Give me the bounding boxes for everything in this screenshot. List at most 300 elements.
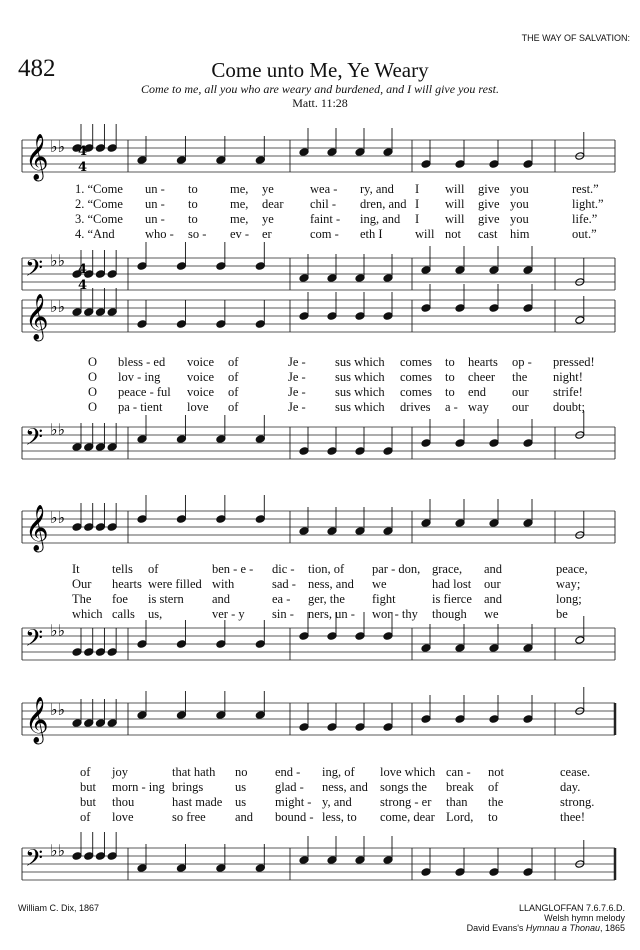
lyric-syllable: un - [145,182,165,196]
key-signature-flat-icon: ♭♭ [50,297,66,316]
lyric-syllable: love [112,810,134,824]
notehead [455,715,465,724]
lyric-syllable: break [446,780,474,794]
lyric-syllable: I [415,182,420,196]
lyric-syllable: who - [145,227,174,241]
notehead [107,270,117,279]
lyric-syllable: less, to [322,810,357,824]
notehead [421,160,431,169]
lyric-syllable: to [188,197,198,211]
lyric-syllable: sus which [335,385,385,399]
lyric-syllable: cease. [560,765,591,779]
lyric-syllable: drives [400,400,431,414]
notehead [95,443,105,452]
notehead [216,864,226,873]
lyric-syllable: strife! [553,385,583,399]
notehead [355,527,365,536]
notehead [84,852,94,861]
lyric-syllable: so - [188,227,207,241]
lyric-syllable: morn - ing [112,780,165,794]
lyric-syllable: we [484,607,499,621]
lyric-syllable: you [510,182,529,196]
notehead [137,515,147,524]
lyric-syllable: ing, and [360,212,401,226]
lyric-syllable: ger, the [308,592,345,606]
lyric-syllable: voice [187,355,215,369]
lyric-syllable: Je - [288,400,306,414]
lyric-syllable: dic - [272,562,295,576]
lyric-syllable: comes [400,370,432,384]
lyric-syllable: ness, and [322,780,368,794]
tune-name: LLANGLOFFAN 7.6.7.6.D. [518,903,625,913]
lyric-syllable: no [235,765,248,779]
notehead [421,519,431,528]
lyric-syllable: tion, of [308,562,345,576]
lyric-syllable: ness, and [308,577,354,591]
notehead [489,439,499,448]
lyric-syllable: of [148,562,159,576]
lyric-syllable: will [445,212,465,226]
lyric-syllable: with [212,577,235,591]
notehead [107,719,117,728]
lyric-syllable: faint - [310,212,341,226]
lyric-syllable: bless - ed [118,355,166,369]
lyric-syllable: is stern [148,592,184,606]
lyric-syllable: ev - [230,227,250,241]
lyric-syllable: way; [556,577,581,591]
lyric-syllable: glad - [275,780,304,794]
lyric-syllable: ye [262,212,274,226]
lyric-syllable: way [468,400,489,414]
time-signature-numerator: 4 [78,144,88,159]
lyric-syllable: I [415,197,420,211]
key-signature-flat-icon: ♭♭ [50,508,66,527]
notehead [107,852,117,861]
notehead [84,443,94,452]
notehead [216,262,226,271]
notehead [95,270,105,279]
lyric-syllable: cast [478,227,498,241]
source-prefix: David Evans's [466,923,526,933]
notehead [216,515,226,524]
notehead [255,640,265,649]
lyric-syllable: end [468,385,487,399]
lyric-syllable: un - [145,212,165,226]
lyric-syllable: joy [112,765,128,779]
lyric-syllable: will [445,197,465,211]
lyric-syllable: love which [380,765,436,779]
notehead [299,148,309,157]
notehead [489,519,499,528]
notehead [489,266,499,275]
notehead [383,632,393,641]
notehead [355,723,365,732]
notehead [421,868,431,877]
notehead [299,856,309,865]
lyric-syllable: O [88,400,98,414]
lyric-syllable: had lost [432,577,472,591]
notehead [137,711,147,720]
hymn-number: 482 [18,55,56,82]
treble-clef-icon: 𝄞 [25,294,49,340]
lyric-syllable: love [187,400,209,414]
lyric-syllable: sin - [272,607,294,621]
lyric-syllable: thee! [560,810,585,824]
lyric-syllable: light.” [572,197,604,211]
key-signature-flat-icon: ♭♭ [50,251,66,270]
bass-clef-icon: 𝄢 [25,624,44,657]
lyric-syllable: and [212,592,231,606]
lyric-syllable: that hath [172,765,216,779]
lyric-syllable: voice [187,385,215,399]
lyric-syllable: can - [446,765,471,779]
lyric-syllable: grace, [432,562,463,576]
notehead [523,439,533,448]
treble-clef-icon: 𝄞 [25,505,49,551]
lyric-syllable: chil - [310,197,337,211]
notehead [355,632,365,641]
notehead [355,148,365,157]
notehead [299,447,309,456]
notehead [216,640,226,649]
notehead [107,443,117,452]
lyric-syllable: The [72,592,92,606]
lyric-syllable: our [512,385,529,399]
melody-source [467,923,625,933]
notehead [255,711,265,720]
notehead [216,711,226,720]
lyric-syllable: O [88,370,98,384]
lyric-syllable: our [484,577,501,591]
lyric-syllable: to [445,385,455,399]
notehead [455,868,465,877]
lyric-syllable: out.” [572,227,597,241]
lyric-syllable: hearts [468,355,498,369]
lyric-syllable: par - don, [372,562,421,576]
lyric-syllable: the [512,370,528,384]
lyric-syllable: to [188,182,198,196]
notehead [95,144,105,153]
lyric-syllable: sus which [335,400,385,414]
notehead [355,447,365,456]
lyric-syllable: and [484,562,503,576]
lyric-syllable: of [228,370,239,384]
lyric-syllable: calls [112,607,135,621]
notehead [523,304,533,313]
lyric-syllable: of [228,400,239,414]
melody-origin: Welsh hymn melody [544,913,625,923]
lyric-syllable: of [80,765,91,779]
lyric-syllable: ver - y [212,607,245,621]
notehead [299,312,309,321]
notehead [255,262,265,271]
notehead [299,723,309,732]
lyric-syllable: Our [72,577,92,591]
notehead [421,715,431,724]
lyric-syllable: songs the [380,780,427,794]
notehead [523,644,533,653]
notehead [255,435,265,444]
lyric-syllable: peace, [556,562,588,576]
notehead [327,632,337,641]
notehead [255,320,265,329]
key-signature-flat-icon: ♭♭ [50,621,66,640]
notehead [95,648,105,657]
lyric-syllable: will [415,227,435,241]
lyric-syllable: wor - thy [372,607,418,621]
lyric-syllable: Lord, [446,810,474,824]
notehead [421,266,431,275]
bass-clef-icon: 𝄢 [25,254,44,287]
lyric-syllable: ners, un - [308,607,355,621]
key-signature-flat-icon: ♭♭ [50,700,66,719]
notehead [72,308,82,317]
key-signature-flat-icon: ♭♭ [50,420,66,439]
lyric-syllable: a - [445,400,458,414]
bass-clef-icon: 𝄢 [25,423,44,456]
lyric-syllable: dren, and [360,197,407,211]
treble-clef-icon: 𝄞 [25,134,49,180]
lyric-syllable: doubt; [553,400,585,414]
notehead [255,864,265,873]
notehead [327,274,337,283]
hymn-title: Come unto Me, Ye Weary [211,58,429,82]
lyric-syllable: rest.” [572,182,599,196]
lyric-syllable: Je - [288,355,306,369]
source-year: , 1865 [599,923,625,933]
notehead [176,515,186,524]
lyric-syllable: come, dear [380,810,435,824]
lyric-syllable: give [478,212,500,226]
notehead [327,527,337,536]
lyric-syllable: Je - [288,370,306,384]
lyric-syllable: 2. “Come [75,197,123,211]
lyric-syllable: but [80,795,96,809]
notehead [107,648,117,657]
lyric-syllable: give [478,182,500,196]
notehead [84,648,94,657]
text-author: William C. Dix, 1867 [18,903,100,913]
lyric-syllable: ben - e - [212,562,254,576]
notehead [383,148,393,157]
lyric-syllable: life.” [572,212,598,226]
lyric-syllable: op - [512,355,532,369]
notehead [176,711,186,720]
time-signature-numerator: 4 [78,262,88,277]
notehead [327,148,337,157]
lyric-syllable: dear [262,197,284,211]
lyric-syllable: us, [148,607,163,621]
notehead [176,156,186,165]
notehead [72,648,82,657]
notehead [299,527,309,536]
lyric-syllable: 4. “And [75,227,115,241]
lyric-syllable: O [88,355,98,369]
lyric-syllable: of [228,385,239,399]
notehead [107,523,117,532]
notehead [176,262,186,271]
tune-info [467,903,625,933]
lyric-syllable: peace - ful [118,385,171,399]
lyric-syllable: him [510,227,530,241]
notehead [176,320,186,329]
notehead [455,266,465,275]
notehead [355,856,365,865]
notehead [107,308,117,317]
notehead [455,304,465,313]
notehead [489,868,499,877]
notehead [489,715,499,724]
lyric-syllable: un - [145,197,165,211]
lyric-syllable: not [488,765,504,779]
notehead [523,266,533,275]
notehead [383,856,393,865]
lyric-syllable: ea - [272,592,291,606]
lyric-syllable: were filled [148,577,202,591]
lyric-syllable: will [445,182,465,196]
notehead [137,435,147,444]
key-signature-flat-icon: ♭♭ [50,841,66,860]
notehead [95,852,105,861]
notehead [523,715,533,724]
notehead [421,439,431,448]
notehead [327,312,337,321]
lyric-syllable: me, [230,212,249,226]
lyric-syllable: pressed! [553,355,595,369]
notehead [421,304,431,313]
notehead [176,864,186,873]
lyric-syllable: of [488,780,499,794]
notehead [383,447,393,456]
lyric-syllable: voice [187,370,215,384]
notehead [489,160,499,169]
notehead [575,316,585,325]
notehead [299,632,309,641]
notehead [72,443,82,452]
lyric-syllable: thou [112,795,135,809]
notehead [355,312,365,321]
notehead [523,519,533,528]
notehead [383,312,393,321]
lyric-syllable: wea - [310,182,338,196]
lyric-syllable: day. [560,780,581,794]
lyric-syllable: to [188,212,198,226]
notehead [455,160,465,169]
notehead [95,308,105,317]
lyric-syllable: sus which [335,355,385,369]
notehead [72,523,82,532]
lyric-syllable: long; [556,592,582,606]
lyric-syllable: me, [230,197,249,211]
lyric-syllable: y, and [322,795,352,809]
lyric-syllable: strong - er [380,795,432,809]
lyric-syllable: so free [172,810,206,824]
lyric-syllable: to [488,810,498,824]
notehead [455,644,465,653]
lyric-syllable: 3. “Come [75,212,123,226]
notehead [299,274,309,283]
bass-clef-icon: 𝄢 [25,844,44,877]
lyric-syllable: might - [275,795,312,809]
lyric-syllable: hearts [112,577,142,591]
notehead [489,304,499,313]
notehead [176,435,186,444]
lyric-syllable: ye [262,182,274,196]
notehead [137,640,147,649]
lyric-syllable: lov - ing [118,370,161,384]
notehead [575,636,585,645]
lyric-syllable: to [445,355,455,369]
lyric-syllable: of [80,810,91,824]
lyric-syllable: though [432,607,467,621]
lyric-syllable: you [510,212,529,226]
lyric-syllable: pa - tient [118,400,163,414]
time-signature-denominator: 4 [78,160,88,175]
lyric-syllable: bound - [275,810,314,824]
notehead [137,262,147,271]
notehead [84,308,94,317]
notehead [216,156,226,165]
notehead [383,527,393,536]
lyric-syllable: sus which [335,370,385,384]
lyric-syllable: me, [230,182,249,196]
scripture-reference: Matt. 11:28 [292,96,348,110]
treble-clef-icon: 𝄞 [25,697,49,743]
notehead [72,852,82,861]
notehead [216,320,226,329]
epigraph: Come to me, all you who are weary and burdened, and I will give you rest. [141,82,499,96]
lyric-syllable: but [80,780,96,794]
notehead [84,523,94,532]
notehead [523,160,533,169]
notehead [383,723,393,732]
lyric-syllable: the [488,795,504,809]
lyric-syllable: comes [400,355,432,369]
lyric-syllable: strong. [560,795,595,809]
lyric-syllable: O [88,385,98,399]
notehead [327,856,337,865]
lyric-syllable: give [478,197,500,211]
lyric-syllable: er [262,227,272,241]
notehead [455,519,465,528]
lyric-syllable: and [235,810,254,824]
lyric-syllable: to [445,370,455,384]
lyric-syllable: sad - [272,577,296,591]
lyric-syllable: than [446,795,468,809]
lyric-syllable: eth I [360,227,383,241]
notehead [255,156,265,165]
notehead [489,644,499,653]
lyric-syllable: of [228,355,239,369]
notehead [421,644,431,653]
notehead [216,435,226,444]
lyric-syllable: us [235,780,247,794]
notehead [84,719,94,728]
lyric-syllable: end - [275,765,301,779]
notehead [255,515,265,524]
lyric-syllable: hast made [172,795,223,809]
lyric-syllable: is fierce [432,592,472,606]
notehead [72,719,82,728]
notehead [355,274,365,283]
lyric-syllable: foe [112,592,128,606]
source-title: Hymnau a Thonau [525,923,600,933]
notehead [137,156,147,165]
notehead [137,864,147,873]
lyric-syllable: we [372,577,387,591]
section-heading: THE WAY OF SALVATION: [521,33,630,43]
lyric-syllable: com - [310,227,339,241]
